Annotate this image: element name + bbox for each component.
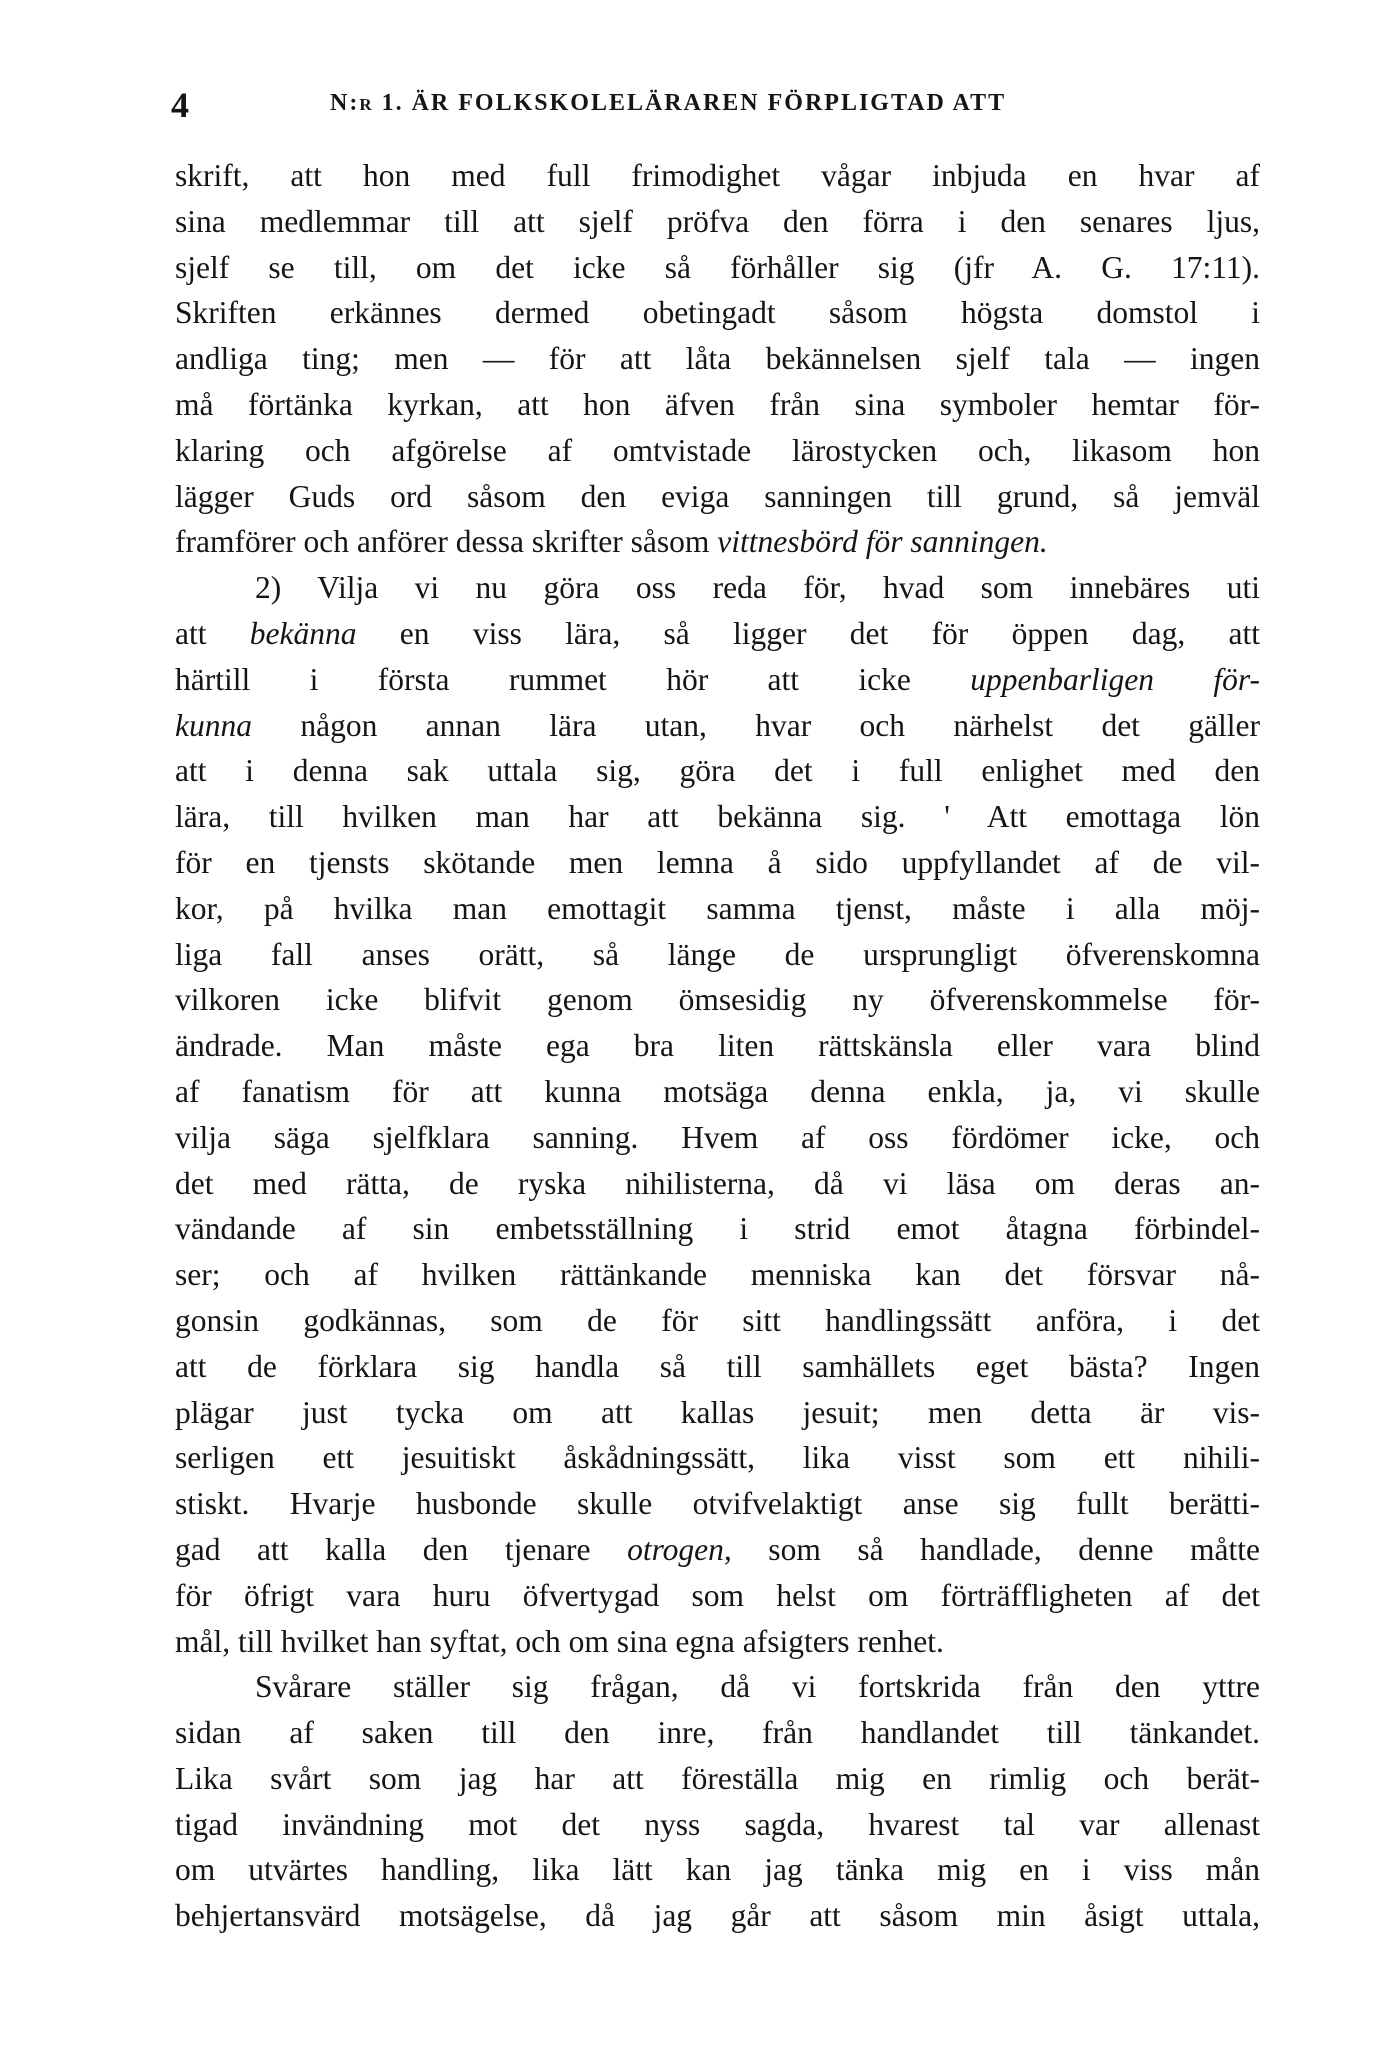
text-line — [175, 840, 1260, 886]
text-segment: plägar just tycka om att kallas jesuit; men detta är vis- — [175, 1394, 1260, 1430]
text-line — [175, 1069, 1260, 1115]
text-segment: af fanatism för att kunna motsäga denna enkla, ja, vi skulle — [175, 1073, 1260, 1109]
text-line — [175, 336, 1260, 382]
text-segment: sina medlemmar till att sjelf pröfva den förra i den senares ljus, — [175, 203, 1260, 239]
text-line — [175, 1527, 1260, 1573]
page-number: 4 — [171, 85, 189, 125]
text-segment: liga fall anses orätt, så länge de ursprungligt öfverenskomna — [175, 936, 1260, 972]
text-segment: att i denna sak uttala sig, göra det i full enlighet med den — [175, 753, 1260, 789]
text-segment: sidan af saken till den inre, från handlandet till tänkandet. — [175, 1715, 1260, 1751]
text-line — [175, 1161, 1260, 1207]
text-segment: framförer och anförer dessa skrifter såsom — [175, 524, 718, 560]
text-segment: det med rätta, de ryska nihilisterna, då vi läsa om deras an- — [175, 1165, 1260, 1201]
emphasized-text: kunna — [175, 707, 252, 743]
text-line — [175, 1023, 1260, 1069]
text-line — [175, 1435, 1260, 1481]
text-segment: för en tjensts skötande men lemna å sido uppfyllandet af de vil- — [175, 844, 1260, 880]
text-segment: lägger Guds ord såsom den eviga sanningen till grund, så jemväl — [175, 478, 1260, 514]
text-line — [175, 1390, 1260, 1436]
text-segment: någon annan lära utan, hvar och närhelst det gäller — [251, 707, 1260, 743]
text-line — [175, 1252, 1260, 1298]
text-line — [175, 1573, 1260, 1619]
text-segment: Skriften erkännes dermed obetingadt såsom högsta domstol i — [175, 295, 1260, 331]
text-line — [175, 565, 1260, 611]
text-line — [175, 1802, 1260, 1848]
text-segment: Lika svårt som jag har att föreställa mig en rimlig och berät- — [175, 1760, 1260, 1796]
text-segment: vilkoren icke blifvit genom ömsesidig ny öfverenskommelse för- — [175, 982, 1260, 1018]
text-segment: ändrade. Man måste ega bra liten rättskänsla eller vara blind — [175, 1028, 1260, 1064]
text-segment: härtill i första rummet hör att icke — [175, 661, 971, 697]
text-line — [175, 245, 1260, 291]
running-title: N:r 1. ÄR FOLKSKOLELÄRAREN FÖRPLIGTAD ATT — [330, 90, 1007, 116]
text-segment: må förtänka kyrkan, att hon äfven från sina symboler hemtar för- — [175, 386, 1260, 422]
text-line — [175, 428, 1260, 474]
text-line — [175, 703, 1260, 749]
text-line — [175, 1115, 1260, 1161]
text-line — [175, 1664, 1260, 1710]
text-segment: skrift, att hon med full frimodighet vågar inbjuda en hvar af — [175, 158, 1260, 193]
text-segment: för öfrigt vara huru öfvertygad som helst om förträffligheten af det — [175, 1577, 1260, 1613]
text-segment: en viss lära, så ligger det för öppen dag, att — [356, 615, 1260, 651]
text-line — [175, 519, 1260, 565]
text-line — [175, 382, 1260, 428]
text-segment: stiskt. Hvarje husbonde skulle otvifvelaktigt anse sig fullt berätti- — [175, 1486, 1260, 1522]
text-segment: om utvärtes handling, lika lätt kan jag tänka mig en i viss mån — [175, 1852, 1260, 1888]
text-line — [175, 611, 1260, 657]
text-segment: klaring och afgörelse af omtvistade lärostycken och, likasom hon — [175, 432, 1260, 468]
text-segment: gonsin godkännas, som de för sitt handlingssätt anföra, i det — [175, 1302, 1260, 1338]
text-line — [175, 1344, 1260, 1390]
text-line — [175, 748, 1260, 794]
text-line — [175, 886, 1260, 932]
text-line — [175, 1298, 1260, 1344]
emphasized-text: otrogen, — [627, 1531, 732, 1567]
text-segment: tigad invändning mot det nyss sagda, hvarest tal var allenast — [175, 1806, 1260, 1842]
text-segment: mål, till hvilket han syftat, och om sina egna afsigters renhet. — [175, 1623, 944, 1659]
text-segment: vändande af sin embetsställning i strid emot åtagna förbindel- — [175, 1211, 1260, 1247]
text-line — [175, 932, 1260, 978]
text-segment: att — [175, 615, 250, 651]
text-segment: behjertansvärd motsägelse, då jag går att såsom min åsigt uttala, — [175, 1898, 1260, 1934]
text-line — [175, 153, 1260, 199]
text-line — [175, 1847, 1260, 1893]
text-line — [175, 474, 1260, 520]
text-segment: serligen ett jesuitiskt åskådningssätt, lika visst som ett nihili- — [175, 1440, 1260, 1476]
text-line — [175, 794, 1260, 840]
text-segment: vilja säga sjelfklara sanning. Hvem af oss fördömer icke, och — [175, 1119, 1260, 1155]
text-segment: kor, på hvilka man emottagit samma tjenst, måste i alla möj- — [175, 890, 1260, 926]
text-line — [175, 199, 1260, 245]
body-text — [175, 153, 1260, 1939]
text-segment: sjelf se till, om det icke så förhåller sig (jfr A. G. 17:11). — [175, 249, 1260, 285]
text-segment: gad att kalla den tjenare — [175, 1531, 628, 1567]
text-line — [175, 1893, 1260, 1939]
emphasized-text: uppenbarligen för- — [970, 661, 1261, 697]
text-line — [175, 1710, 1260, 1756]
text-line — [175, 1619, 1260, 1665]
emphasized-text: vittnesbörd för sanningen. — [717, 524, 1048, 560]
emphasized-text: bekänna — [249, 615, 357, 651]
text-line — [175, 977, 1260, 1023]
text-line — [175, 657, 1260, 703]
text-segment: lära, till hvilken man har att bekänna sig. ' Att emottaga lön — [175, 799, 1260, 835]
text-line — [175, 1206, 1260, 1252]
text-segment: 2) Vilja vi nu göra oss reda för, hvad som innebäres uti — [255, 570, 1260, 606]
text-line — [175, 290, 1260, 336]
text-segment: att de förklara sig handla så till samhällets eget bästa? Ingen — [175, 1348, 1260, 1384]
running-head — [171, 84, 1271, 124]
text-line — [175, 1756, 1260, 1802]
text-segment: ser; och af hvilken rättänkande menniska kan det försvar nå- — [175, 1257, 1260, 1293]
text-segment: andliga ting; men — för att låta bekännelsen sjelf tala — ingen — [175, 341, 1260, 377]
text-segment: Svårare ställer sig frågan, då vi fortskrida från den yttre — [255, 1669, 1260, 1705]
text-segment: som så handlade, denne måtte — [731, 1531, 1260, 1567]
text-line — [175, 1481, 1260, 1527]
